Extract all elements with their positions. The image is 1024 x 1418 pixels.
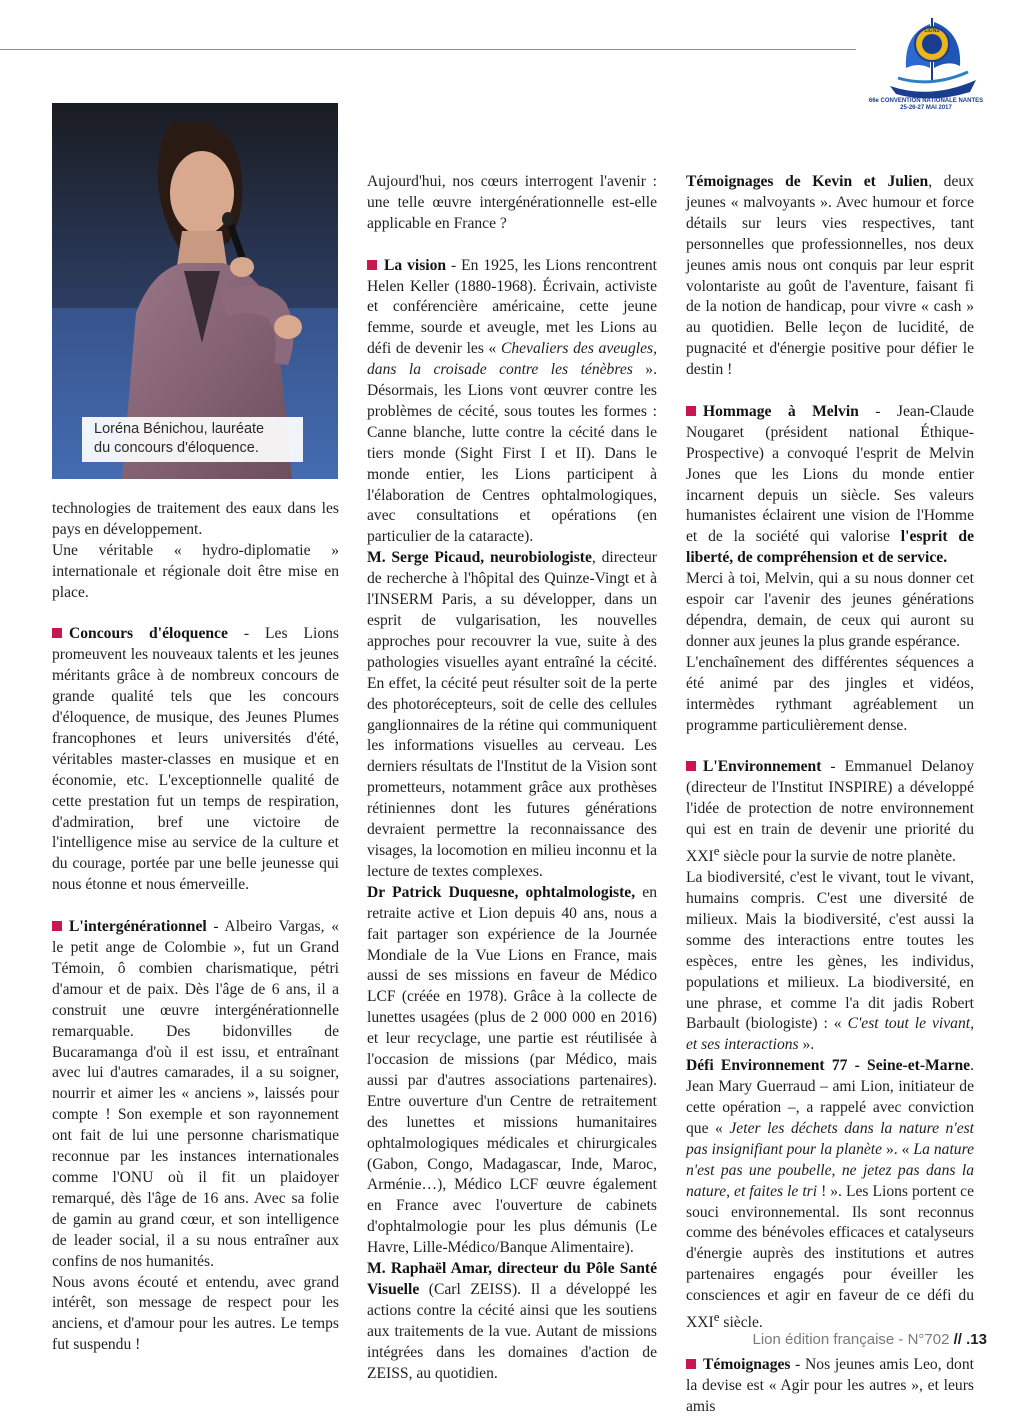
paragraph-picaud: [367, 548, 657, 883]
section-text: - Albeiro Vargas, « le petit ange de Colombie », fut un Grand Témoin, ô combien charismatique, pétri d'amour et de paix. Dès l'âge de 6 ans, il a construit une œuvre intergénérationnelle remarquable. Des bidonvilles de Bucaramanga d'où il est issu, et entraînant avec lui d'autres camarades, il a su soigner, nourrir et aimer les « anciens », laissés pour compte ! Son exemple et son rayonnement ont fait de lui une personne charismatique reconnue par les instances internationales comme l'ONU où il fit un plaidoyer remarqué, dès l'âge de 16 ans. Avec sa folie de gamin au grand cœur, et son intelligence de leader social, il a su nous entraîner aux confins de nos humanités.: [52, 918, 339, 1270]
section-bullet-icon: [367, 260, 377, 270]
paragraph-biodiversite: [686, 868, 974, 1056]
section-environnement: [686, 757, 974, 868]
paragraph-text: ! ». Les Lions portent ce souci environnemental. Ils sont reconnus comme des bénévoles efficaces et catalyseurs d'énergie auprès des institutions et autres partenaires engagés pour éveiller les consciences et agir en faveur de ce défi du XXI: [686, 1182, 974, 1332]
quote-italic: C'est tout le vivant, et ses interactions: [686, 1015, 975, 1054]
paragraph-text: siècle.: [719, 1314, 763, 1332]
paragraph: Une véritable « hydro-diplomatie » internationale et régionale doit être mise en place.: [52, 541, 339, 601]
superscript: e: [713, 1309, 720, 1325]
section-text: - Nos jeunes amis Leo, dont la devise est « Agir pour les autres », et leurs amis: [686, 1356, 974, 1415]
paragraph-text: , deux jeunes « malvoyants ». Avec humour et force détails sur leurs vies respectives, tant personnelles que professionnelles, nos deux jeunes amis nous ont conquis par leur esprit volontariste au goût de l'aventure, faisant fi de la notion de handicap, pour vivre « cash » au quotidien. Belle leçon de lucidité, de pugnacité et d'énergie positive pour défier le destin !: [686, 173, 974, 379]
paragraph: Nous avons écouté et entendu, avec grand intérêt, son message de respect pour les anciens, et d'amour pour les autres. Le temps fut suspendu !: [52, 1273, 339, 1354]
section-bullet-icon: [52, 628, 62, 638]
photo-caption-line1: Loréna Bénichou, lauréate: [94, 421, 265, 437]
paragraph: technologies de traitement des eaux dans les pays en développement.: [52, 500, 339, 538]
section-bullet-icon: [686, 1359, 696, 1369]
section-title: L'intergénérationnel: [69, 918, 207, 936]
section-text: - Emmanuel Delanoy (directeur de l'Institut INSPIRE) a développé l'idée de protection de notre environnement qui est en train de devenir une priorité du XXI: [686, 758, 974, 866]
paragraph-text: La biodiversité, c'est le vivant, tout le vivant, humains compris. C'est une diversité de milieux. Mais la biodiversité, c'est aussi la somme des interactions entre toutes les espèces, entre les gènes, les individus, populations et milieux. La biodiversité, en une phrase, et comme l'a dit jadis Robert Barbault (biologiste) : «: [686, 869, 974, 1033]
paragraph-temoignages-kevin: [686, 172, 974, 381]
section-bullet-icon: [686, 406, 696, 416]
section-text: - Les Lions promeuvent les nouveaux talents et les jeunes méritants grâce à de nombreux concours de grande qualité tels que les concours d'éloquence, de musique, des Jeunes Plumes francophones et leurs universités d'été, véritables master-classes en musique et en économie, etc. L'exceptionnelle qualité de cette prestation fut un temps de respiration, d'admiration, bref une victoire de l'intelligence mise au service de la culture et du courage, portée par une belle jeunesse qui nous étonne et nous émerveille.: [52, 625, 339, 894]
quote-italic: Jeter les déchets dans la nature n'est pas insignifiant pour la planète: [686, 1119, 975, 1158]
section-title: La vision: [384, 256, 447, 274]
article-column-3: [686, 172, 974, 1418]
paragraph: L'enchaînement des différentes séquences a été animé par des jingles et vidéos, intermèdes rythmant agréablement un programme particulièrement dense.: [686, 653, 974, 734]
paragraph: Merci à toi, Melvin, qui a su nous donner cet espoir car l'avenir des jeunes générations dépendra, demain, de ceux qui auront su donner aux jeunes la plus grande espérance.: [686, 570, 974, 650]
photo-caption: [82, 417, 303, 462]
paragraph-text: ». «: [882, 1140, 914, 1158]
lions-ship-logo-icon: [876, 8, 986, 100]
paragraph: Aujourd'hui, nos cœurs interrogent l'avenir : une telle œuvre intergénérationnelle est-elle applicable en France ?: [367, 173, 657, 232]
photo-caption-line2: du concours d'éloquence.: [94, 440, 259, 456]
section-text: siècle pour la survie de notre planète.: [719, 848, 956, 866]
section-text: - En 1925, les Lions rencontrent Helen Keller (1880-1968). Écrivain, activiste et conférencière américaine, cette jeune femme, sourde et aveugle, met les Lions au défi de devenir les «: [367, 256, 657, 358]
article-column-2: [367, 172, 657, 1385]
section-hommage: [686, 402, 974, 569]
footer-separator: //: [953, 1331, 962, 1348]
speaker-name: Dr Patrick Duquesne, ophtalmologiste,: [367, 883, 636, 901]
logo-letters: LIONS: [924, 28, 940, 34]
paragraph-duquesne: [367, 883, 657, 1259]
convention-caption: 66e CONVENTION NATIONALE NANTES 25-26-27 MAI 2017: [868, 98, 984, 111]
page-number: .13: [961, 1331, 987, 1348]
section-temoignages: [686, 1355, 974, 1418]
section-title: L'Environnement: [703, 758, 822, 776]
emphasis-bold: l'esprit de liberté, de compréhension et de service.: [686, 528, 974, 567]
section-text: ». Désormais, les Lions vont œuvrer contre les problèmes de cécité, sous toutes les formes : Canne blanche, lutte contre la cécité dans le tiers monde (Sight First I et II). Dans le monde entier, les Lions participent à l'élaboration de Centres ophtalmologiques, avec consultations et opérations (en particulier de la cataracte).: [367, 361, 657, 546]
header-rule: [0, 49, 856, 50]
speaker-name: M. Serge Picaud, neurobiologiste: [367, 549, 592, 567]
section-text: - Jean-Claude Nougaret (président national Éthique-Prospective) a convoqué l'esprit de Melvin Jones que les Lions du monde entier incarnent depuis un siècle. Ses valeurs humanistes éclairent une vision de l'Homme et de la société qui valorise: [686, 402, 974, 546]
section-title: Hommage à Melvin: [703, 402, 859, 420]
quote-italic: La nature n'est pas une poubelle, ne jetez pas dans la nature, et faites le tri: [686, 1140, 974, 1200]
paragraph-amar: [367, 1259, 657, 1384]
section-bullet-icon: [686, 761, 696, 771]
section-intergenerationnel: [52, 917, 339, 1272]
section-concours: [52, 624, 339, 896]
paragraph-text: (Carl ZEISS). Il a développé les actions contre la cécité ainsi que les soutiens aux traitements de la vue. Autant de missions intégrées dans les domaines d'action de ZEISS, au quotidien.: [367, 1281, 657, 1382]
paragraph-defi: [686, 1056, 974, 1334]
paragraph-text: en retraite active et Lion depuis 40 ans, nous a fait partager son expérience de la Journée Mondiale de la Vue Lions en France, mais aussi de ses missions en faveur de Médico LCF (créée en 1978). Grâce à la collecte de lunettes usagées (plus de 2 000 000 en 2016) et leur recyclage, une partie est réutilisée à l'occasion de missions (par Médico, mais aussi par d'autres associations partenaires). Entre ouverture d'un Centre de retraitement des lunettes et missions humanitaires ophtalmologiques médicales et chirurgicales (Gabon, Congo, Madagascar, Inde, Maroc, Arménie…), Médico LCF œuvre également en France avec l'ouverture de cabinets d'ophtalmologie pour les plus démunis (Le Havre, Lille-Médico/Banque Alimentaire).: [367, 883, 657, 1257]
section-vision: [367, 256, 657, 549]
quote-italic: Chevaliers des aveugles, dans la croisade contre les ténèbres: [367, 340, 657, 379]
paragraph-text: . Jean Mary Guerraud – ami Lion, initiateur de cette opération –, a rappelé avec conviction que «: [686, 1057, 974, 1137]
article-column-1: [52, 499, 339, 1356]
paragraph-text: , directeur de recherche à l'hôpital des Quinze-Vingt et à l'INSERM Paris, a su développer, dans un esprit de vulgarisation, les nouvelles approches pour recouvrer la vue, suite à des pathologies visuelles ayant entraîné la cécité. En effet, la cécité peut résulter soit de la perte des photorécepteurs, soit de celle des cellules ganglionnaires de la rétine qui communiquent les informations visuelles au cerveau. Les derniers résultats de l'Institut de la Vision sont prometteurs, notamment grâce aux prothèses rétiniennes dont les futures générations devraient permettre la reconnaissance des visages, la locomotion en milieu inconnu et la lecture de textes complexes.: [367, 549, 657, 880]
page-footer: [753, 1331, 988, 1348]
section-title: Témoignages: [703, 1356, 791, 1374]
speaker-name: M. Raphaël Amar, directeur du Pôle Santé Visuelle: [367, 1260, 657, 1299]
speaker-name: Témoignages de Kevin et Julien: [686, 173, 929, 190]
section-bullet-icon: [52, 921, 62, 931]
paragraph-text: ».: [798, 1036, 815, 1054]
section-title: Concours d'éloquence: [69, 625, 228, 643]
emphasis-bold: Défi Environnement 77 - Seine-et-Marne: [686, 1057, 971, 1075]
superscript: e: [713, 842, 720, 858]
magazine-name: Lion édition française - N°702: [752, 1331, 954, 1348]
